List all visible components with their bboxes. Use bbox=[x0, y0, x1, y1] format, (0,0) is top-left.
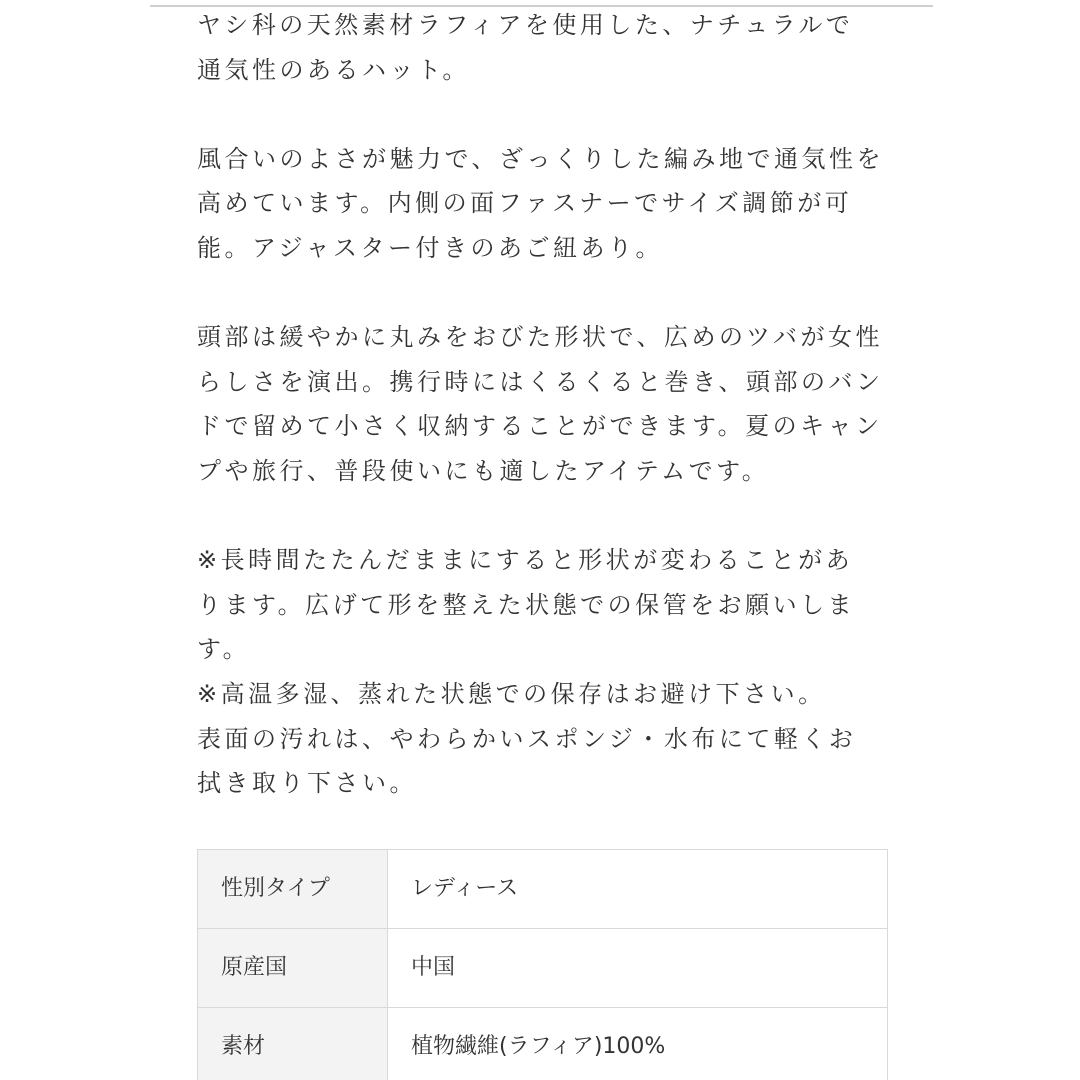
description-line: 高めています。内側の面ファスナーでサイズ調節が可 bbox=[197, 189, 853, 218]
spec-value: 中国 bbox=[411, 955, 456, 980]
description-line: 表面の汚れは、やわらかいスポンジ・水布にて軽くお bbox=[197, 724, 857, 753]
spec-table bbox=[197, 849, 888, 1080]
description-line: らしさを演出。携行時にはくるくると巻き、頭部のバン bbox=[197, 367, 884, 396]
description-line: 通気性のあるハット。 bbox=[197, 55, 470, 84]
description-paragraph bbox=[197, 3, 897, 92]
description-line: 頭部は緩やかに丸みをおびた形状で、広めのツバが女性 bbox=[197, 323, 884, 352]
description-line: ドで留めて小さく収納することができます。夏のキャン bbox=[197, 412, 883, 441]
description-line: ※長時間たたんだままにすると形状が変わることがあ bbox=[197, 546, 854, 575]
care-notes-paragraph bbox=[197, 538, 897, 806]
description-line: ヤシ科の天然素材ラフィアを使用した、ナチュラルで bbox=[197, 11, 854, 39]
spec-row-country-of-origin bbox=[198, 929, 887, 1008]
description-paragraph bbox=[197, 315, 897, 493]
spec-value: レディース bbox=[411, 876, 519, 901]
spec-value: 植物繊維(ラフィア)100% bbox=[411, 1034, 666, 1059]
product-description bbox=[197, 3, 897, 806]
description-paragraph bbox=[197, 137, 897, 271]
spec-label: 素材 bbox=[198, 1008, 388, 1080]
description-line: プや旅行、普段使いにも適したアイテムです。 bbox=[197, 456, 770, 485]
spec-label: 性別タイプ bbox=[198, 850, 388, 928]
description-line: す。 bbox=[197, 635, 251, 664]
description-line: ります。広げて形を整えた状態での保管をお願いしま bbox=[197, 590, 856, 619]
spec-row-material bbox=[198, 1008, 887, 1080]
description-line: 風合いのよさが魅力で、ざっくりした編み地で通気性を bbox=[197, 144, 885, 173]
spec-row-gender-type bbox=[198, 850, 887, 929]
description-line: ※高温多湿、蒸れた状態での保存はお避け下さい。 bbox=[197, 679, 826, 708]
description-line: 拭き取り下さい。 bbox=[197, 769, 417, 798]
description-line: 能。アジャスター付きのあご紐あり。 bbox=[197, 233, 664, 262]
spec-label: 原産国 bbox=[198, 929, 388, 1007]
